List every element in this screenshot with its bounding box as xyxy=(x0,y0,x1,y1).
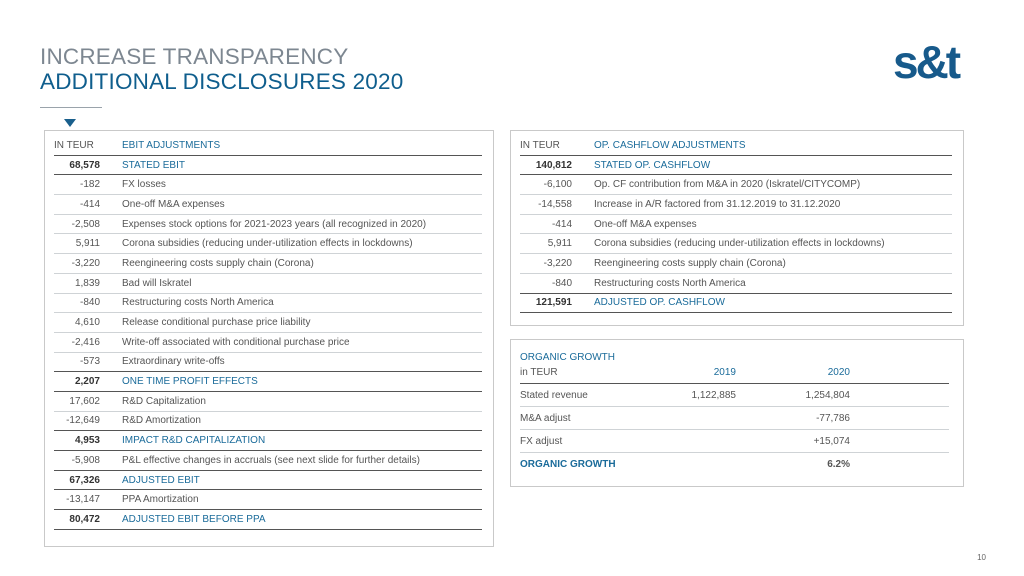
row-label: Corona subsidies (reducing under-utilization effects in lockdowns) xyxy=(594,238,885,250)
row-label: Write-off associated with conditional purchase price xyxy=(122,336,350,348)
organic-header-row xyxy=(520,367,949,384)
cashflow-title-header: OP. CASHFLOW ADJUSTMENTS xyxy=(594,139,746,151)
row-value-2020: 1,254,804 xyxy=(805,389,850,401)
title-line-2: ADDITIONAL DISCLOSURES 2020 xyxy=(40,69,404,94)
row-label: Extraordinary write-offs xyxy=(122,356,225,368)
table-row xyxy=(54,451,482,471)
row-value: -6,100 xyxy=(543,179,572,191)
row-label: R&D Amortization xyxy=(122,415,201,427)
organic-col-2019: 2019 xyxy=(713,367,736,378)
row-value: 80,472 xyxy=(69,513,100,525)
row-value: 121,591 xyxy=(535,297,572,309)
table-row xyxy=(54,175,482,195)
row-value: -414 xyxy=(551,218,572,230)
table-row xyxy=(54,510,482,530)
row-value: -14,558 xyxy=(538,198,572,210)
organic-growth-table xyxy=(520,352,949,476)
table-row xyxy=(54,294,482,314)
s-and-t-logo xyxy=(893,36,987,86)
row-label: P&L effective changes in accruals (see next slide for further details) xyxy=(122,454,420,466)
page-number: 10 xyxy=(977,553,986,562)
table-row xyxy=(520,384,949,407)
row-label: FX adjust xyxy=(520,435,563,447)
row-value: -840 xyxy=(79,297,100,309)
row-value: -840 xyxy=(551,277,572,289)
table-row xyxy=(520,430,949,453)
ebit-title-header: EBIT ADJUSTMENTS xyxy=(122,139,221,151)
row-label: R&D Capitalization xyxy=(122,395,206,407)
row-value: 68,578 xyxy=(69,159,100,171)
organic-growth-total-row xyxy=(520,453,949,476)
table-row xyxy=(520,215,952,235)
row-label: FX losses xyxy=(122,179,166,191)
row-label: Reengineering costs supply chain (Corona) xyxy=(594,257,786,269)
row-value: 1,839 xyxy=(74,277,100,289)
row-value-2019: 1,122,885 xyxy=(691,389,736,401)
row-value: -2,508 xyxy=(71,218,100,230)
table-row xyxy=(520,156,952,176)
row-label: Release conditional purchase price liability xyxy=(122,317,311,329)
row-label: Bad will Iskratel xyxy=(122,277,192,289)
row-label: Restructuring costs North America xyxy=(594,277,746,289)
row-value: 5,911 xyxy=(75,238,100,250)
row-value: -5,908 xyxy=(71,454,100,466)
table-row xyxy=(54,372,482,392)
row-label: Restructuring costs North America xyxy=(122,297,274,309)
organic-col-2020: 2020 xyxy=(827,367,850,378)
row-label: Corona subsidies (reducing under-utilization effects in lockdowns) xyxy=(122,238,413,250)
table-row xyxy=(54,215,482,235)
row-value: 5,911 xyxy=(547,238,572,250)
row-label: ONE TIME PROFIT EFFECTS xyxy=(122,376,258,388)
row-label: ADJUSTED OP. CASHFLOW xyxy=(594,297,725,309)
triangle-marker-icon xyxy=(64,119,76,127)
table-row xyxy=(54,156,482,176)
row-value: -414 xyxy=(79,198,100,210)
row-label: M&A adjust xyxy=(520,412,571,424)
table-row xyxy=(520,195,952,215)
table-row xyxy=(520,407,949,430)
cashflow-table xyxy=(520,136,952,313)
table-row xyxy=(54,471,482,491)
table-row xyxy=(54,195,482,215)
row-value: -12,649 xyxy=(66,415,100,427)
row-value-2020: -77,786 xyxy=(816,412,850,424)
cashflow-adjustments-panel xyxy=(510,130,964,326)
table-row xyxy=(54,412,482,432)
table-row xyxy=(54,254,482,274)
table-row xyxy=(54,353,482,373)
ebit-unit-header: IN TEUR xyxy=(54,139,94,151)
table-row xyxy=(54,333,482,353)
organic-unit-label: in TEUR xyxy=(520,367,558,378)
row-value: 2,207 xyxy=(74,376,100,388)
cashflow-header-row xyxy=(520,136,952,156)
row-value: 4,610 xyxy=(74,317,100,329)
row-label: ORGANIC GROWTH xyxy=(520,459,616,470)
row-label: Stated revenue xyxy=(520,389,588,401)
row-label: One-off M&A expenses xyxy=(594,218,697,230)
table-row xyxy=(54,313,482,333)
ebit-adjustments-panel xyxy=(44,130,494,547)
row-value: -573 xyxy=(79,356,100,368)
row-label: One-off M&A expenses xyxy=(122,198,225,210)
row-label: IMPACT R&D CAPITALIZATION xyxy=(122,435,266,447)
table-row xyxy=(54,392,482,412)
title-line-1: INCREASE TRANSPARENCY xyxy=(40,44,349,69)
row-value-2020: 6.2% xyxy=(827,459,850,470)
logo-text: s&t xyxy=(893,36,959,86)
row-label: ADJUSTED EBIT BEFORE PPA xyxy=(122,513,266,525)
organic-growth-panel xyxy=(510,339,964,487)
table-row xyxy=(520,254,952,274)
row-value: -3,220 xyxy=(543,257,572,269)
slide-title xyxy=(40,44,403,94)
row-label: Op. CF contribution from M&A in 2020 (Iskratel/CITYCOMP) xyxy=(594,179,861,191)
row-label: STATED EBIT xyxy=(122,159,185,171)
table-row xyxy=(520,234,952,254)
row-value: 67,326 xyxy=(69,474,100,486)
ebit-table xyxy=(54,136,482,530)
row-label: STATED OP. CASHFLOW xyxy=(594,159,711,171)
table-row xyxy=(54,234,482,254)
row-value: -3,220 xyxy=(71,257,100,269)
row-value: -182 xyxy=(79,179,100,191)
row-value: -13,147 xyxy=(66,494,100,506)
row-value-2020: +15,074 xyxy=(813,435,850,447)
row-value: 4,953 xyxy=(74,435,100,447)
row-label: Reengineering costs supply chain (Corona) xyxy=(122,257,314,269)
row-value: 140,812 xyxy=(535,159,572,171)
ebit-header-row xyxy=(54,136,482,156)
table-row xyxy=(520,274,952,294)
row-value: -2,416 xyxy=(71,336,100,348)
row-label: ADJUSTED EBIT xyxy=(122,474,200,486)
table-row xyxy=(520,294,952,314)
table-row xyxy=(54,490,482,510)
table-row xyxy=(54,431,482,451)
row-label: PPA Amortization xyxy=(122,494,199,506)
organic-growth-title: ORGANIC GROWTH xyxy=(520,352,615,363)
table-row xyxy=(54,274,482,294)
row-value: 17,602 xyxy=(69,395,100,407)
row-label: Expenses stock options for 2021-2023 years (all recognized in 2020) xyxy=(122,218,427,230)
cashflow-unit-header: IN TEUR xyxy=(520,139,560,151)
table-row xyxy=(520,175,952,195)
row-label: Increase in A/R factored from 31.12.2019 to 31.12.2020 xyxy=(594,198,841,210)
title-divider xyxy=(40,107,102,108)
